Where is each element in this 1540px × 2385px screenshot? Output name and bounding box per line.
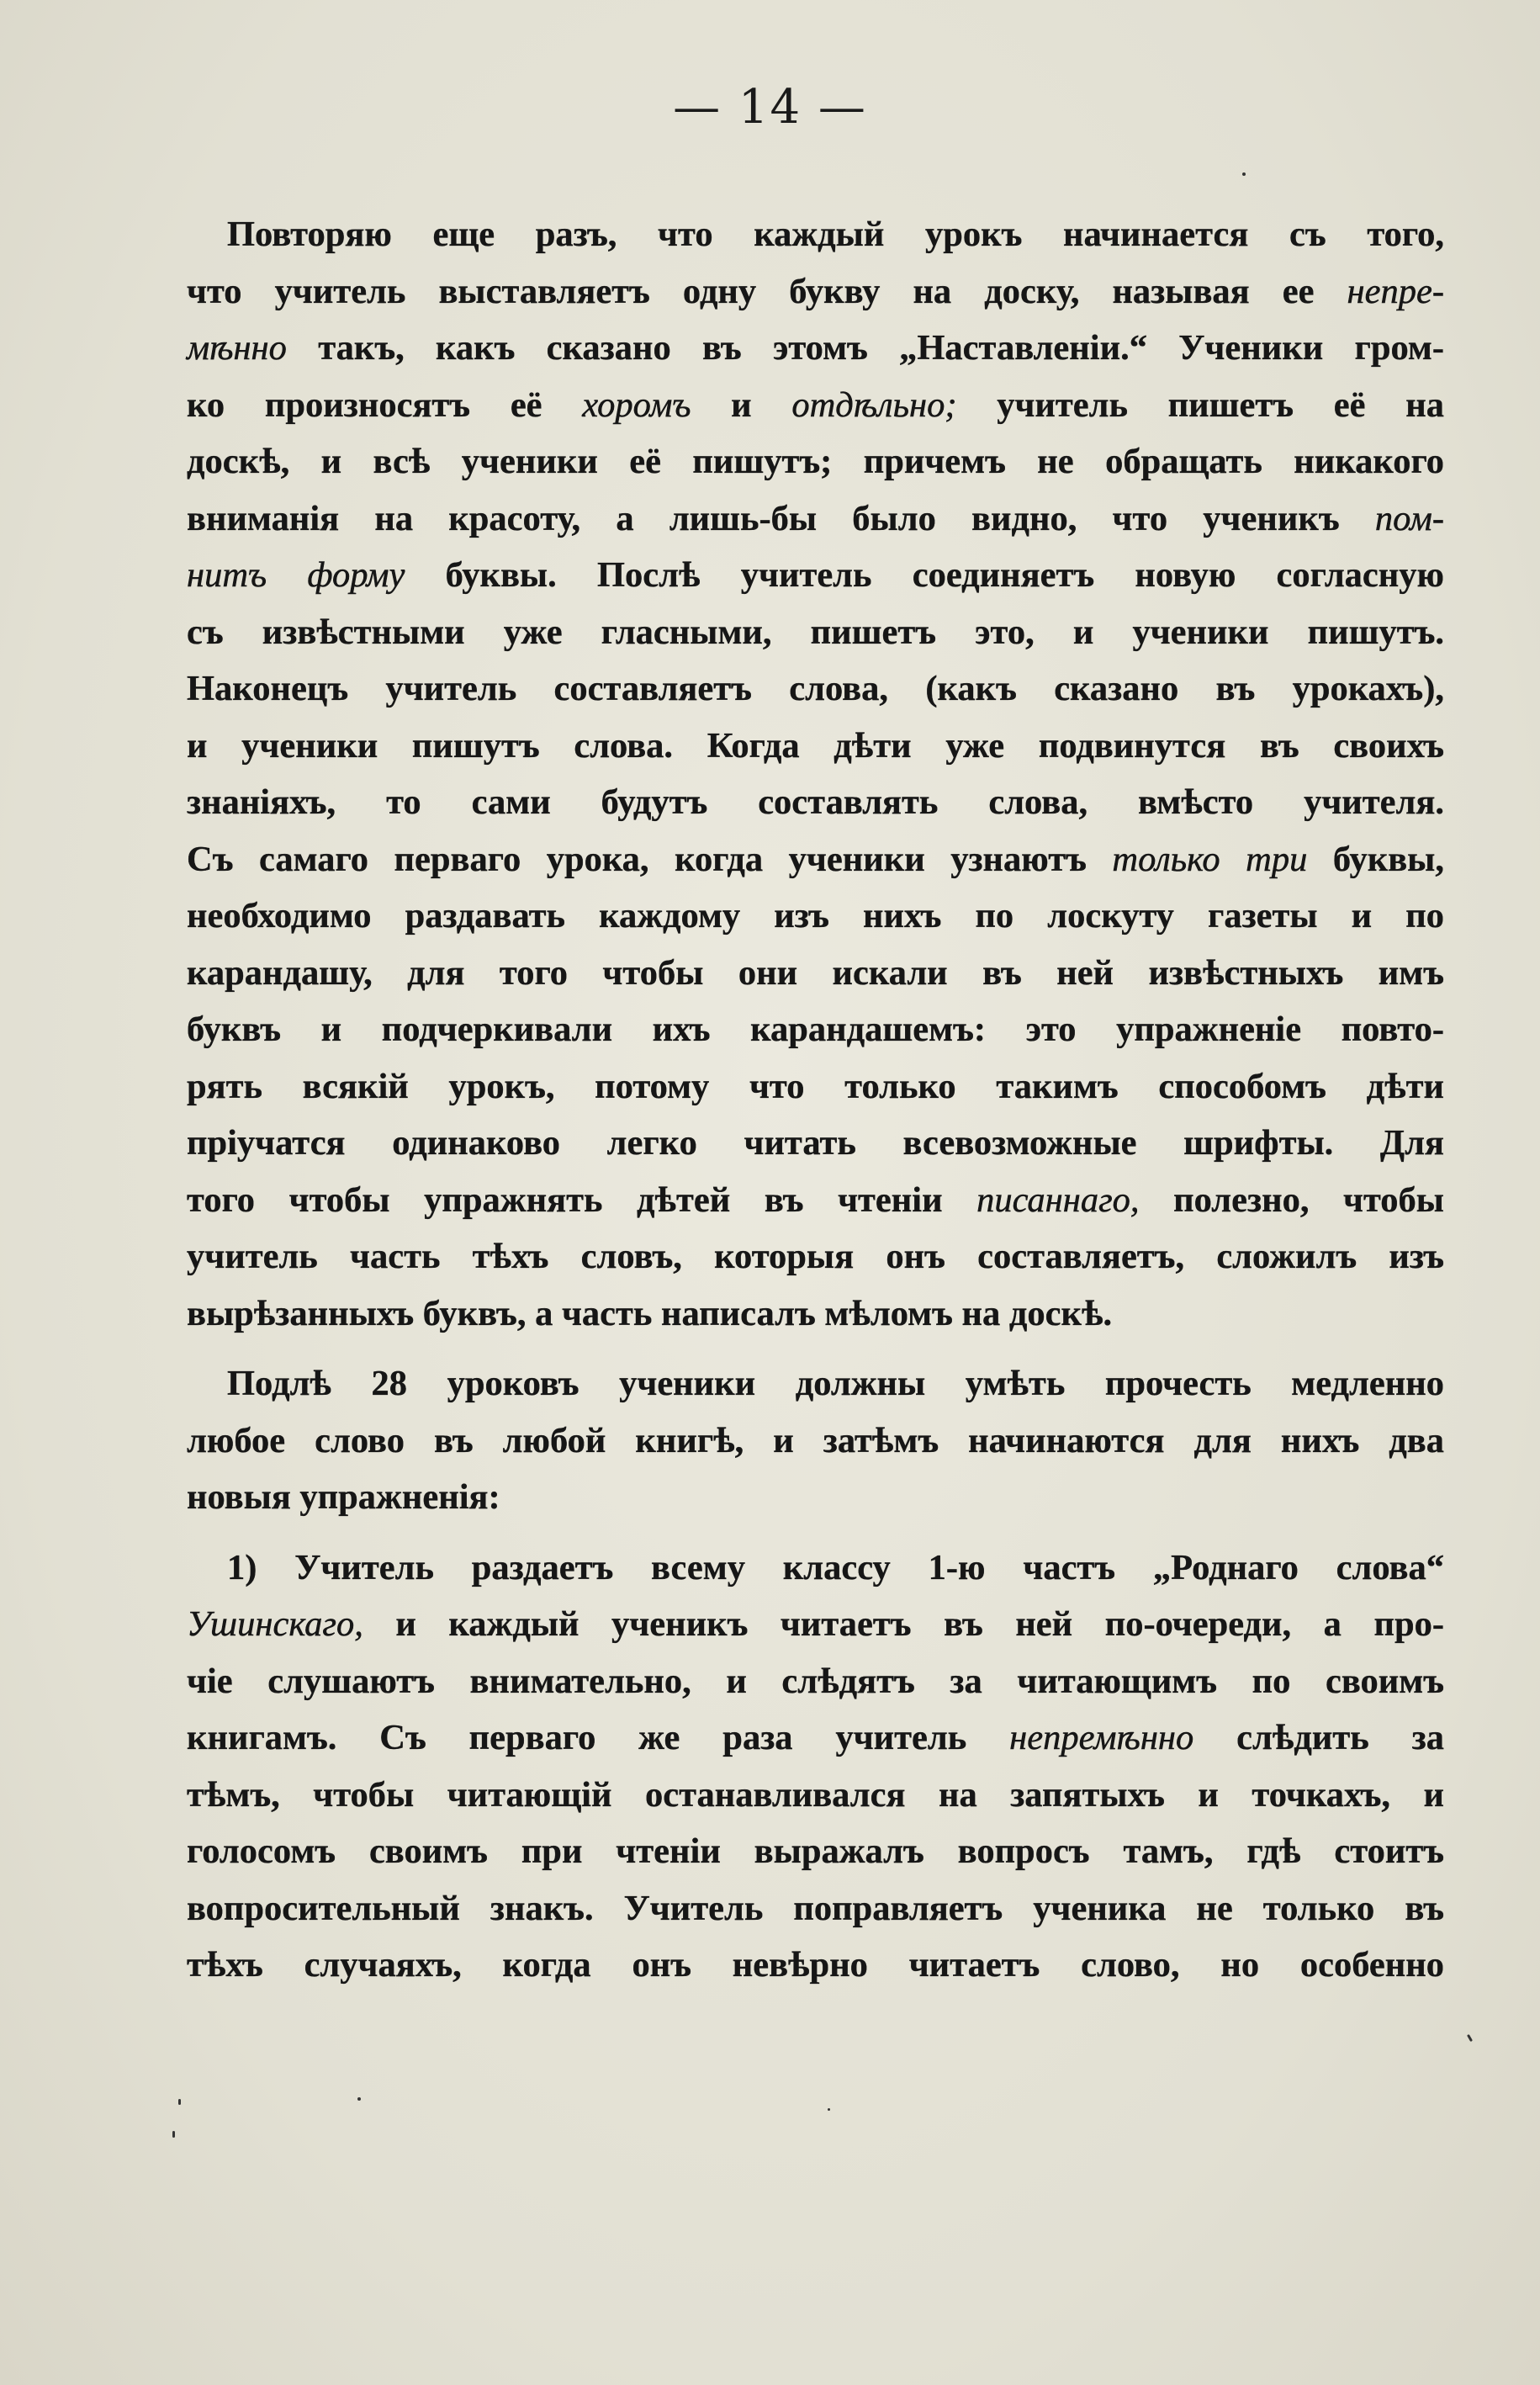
text-line xyxy=(187,1228,1444,1285)
text-line xyxy=(187,1285,1444,1343)
text-line xyxy=(187,774,1444,831)
text-run: учитель часть тѣхъ словъ, которыя онъ составляетъ, сложилъ изъ xyxy=(187,1237,1444,1276)
text-run: тѣмъ, чтобы читающій останавливался на запятыхъ и точкахъ, и xyxy=(187,1774,1444,1815)
italic-emphasis: хоромъ xyxy=(582,384,691,425)
text-run: вырѣзанныхъ буквъ, а часть написалъ мѣломъ на доскѣ. xyxy=(187,1293,1113,1333)
text-line xyxy=(187,320,1444,377)
text-run: полезно, чтобы xyxy=(1139,1179,1444,1220)
italic-emphasis: нитъ формy xyxy=(187,555,405,595)
text-run: Наконецъ учитель составляетъ слова, (какъ сказано въ урокахъ), xyxy=(187,669,1444,708)
text-run: рять всякій урокъ, потому что только такимъ способомъ дѣти xyxy=(187,1066,1444,1106)
text-line xyxy=(187,1115,1444,1172)
text-run: доскѣ, и всѣ ученики её пишутъ; причемъ не обращать никакого xyxy=(187,442,1444,481)
text-line xyxy=(187,433,1444,490)
text-run: и ученики пишутъ слова. Когда дѣти уже подвинутся въ своихъ xyxy=(187,725,1444,766)
text-run: и xyxy=(691,384,792,425)
text-line xyxy=(187,1540,1444,1597)
text-run: учитель пишетъ её на xyxy=(956,384,1444,425)
text-run: пріучатся одинаково легко читать всевозможные шрифты. Для xyxy=(187,1123,1444,1163)
ink-speck xyxy=(1242,172,1246,176)
text-line xyxy=(187,945,1444,1002)
italic-emphasis: непремѣнно xyxy=(1009,1718,1194,1757)
text-run: Съ самаго перваго урока, когда ученики узнаютъ xyxy=(187,839,1113,879)
text-line xyxy=(187,831,1444,888)
text-run: Повторяю еще разъ, что каждый урокъ начинается съ того, xyxy=(227,215,1444,254)
text-run: слѣдить за xyxy=(1193,1718,1444,1757)
page-number: — 14 — xyxy=(673,80,867,135)
text-line xyxy=(187,718,1444,775)
italic-emphasis: Ушинскаго, xyxy=(187,1604,363,1644)
text-line xyxy=(187,1653,1444,1710)
text-run: буквы. Послѣ учитель соединяетъ новую согласную xyxy=(405,555,1444,595)
text-line xyxy=(187,547,1444,604)
text-line xyxy=(187,1596,1444,1653)
ink-speck xyxy=(1467,2034,1473,2042)
text-line xyxy=(187,1001,1444,1058)
ink-speck xyxy=(178,2099,181,2105)
text-run: тѣхъ случаяхъ, когда онъ невѣрно читаетъ слово, но особенно xyxy=(187,1945,1444,1985)
italic-emphasis: только три xyxy=(1112,839,1308,879)
text-line xyxy=(187,377,1444,434)
italic-emphasis: отдѣльно; xyxy=(791,384,957,425)
italic-emphasis: пом- xyxy=(1374,498,1444,538)
text-run: любое слово въ любой книгѣ, и затѣмъ начинаются для нихъ два xyxy=(187,1420,1444,1460)
text-line xyxy=(187,490,1444,548)
text-run: чіе слушаютъ внимательно, и слѣдятъ за читающимъ по своимъ xyxy=(187,1661,1444,1701)
text-line xyxy=(187,1355,1444,1412)
text-line xyxy=(187,263,1444,321)
text-line xyxy=(187,206,1444,263)
text-run: голосомъ своимъ при чтеніи выражалъ вопросъ тамъ, гдѣ стоитъ xyxy=(187,1831,1444,1871)
ink-speck xyxy=(828,2108,830,2111)
text-run: такъ, какъ сказано въ этомъ „Наставленіи.“ Ученики гром- xyxy=(286,328,1444,368)
text-run: съ извѣстными уже гласными, пишетъ это, и ученики пишутъ. xyxy=(187,612,1444,652)
body-text xyxy=(187,206,1444,1994)
text-run: что учитель выставляетъ одну букву на доску, называя ее xyxy=(187,271,1347,311)
text-run: буквы, xyxy=(1307,839,1444,879)
ink-speck xyxy=(172,2131,175,2138)
text-run: необходимо раздавать каждому изъ нихъ по лоскуту газеты и по xyxy=(187,896,1444,935)
text-run: вопросительный знакъ. Учитель поправляетъ ученика не только въ xyxy=(187,1888,1444,1928)
text-line xyxy=(187,1823,1444,1880)
text-line xyxy=(187,1412,1444,1470)
text-line xyxy=(187,1709,1444,1767)
text-run: буквъ и подчеркивали ихъ карандашемъ: это упражненіе повто- xyxy=(187,1010,1444,1049)
text-run: Подлѣ 28 уроковъ ученики должны умѣть прочесть медленно xyxy=(227,1364,1444,1403)
text-line xyxy=(187,1469,1444,1526)
text-run: карандашу, для того чтобы они искали въ ней извѣстныхъ имъ xyxy=(187,952,1444,993)
text-run: того чтобы упражнять дѣтей въ чтеніи xyxy=(187,1179,977,1220)
italic-emphasis: мѣнно xyxy=(187,328,287,368)
italic-emphasis: писаннаго, xyxy=(976,1179,1140,1220)
text-run: знаніяхъ, то сами будутъ составлять слова, вмѣсто учителя. xyxy=(187,782,1444,822)
text-run: новыя упражненія: xyxy=(187,1477,500,1517)
text-run: и каждый ученикъ читаетъ въ ней по-очереди, а про- xyxy=(363,1604,1444,1644)
text-line xyxy=(187,660,1444,718)
text-line xyxy=(187,604,1444,661)
text-line xyxy=(187,1172,1444,1229)
text-run: ко произносятъ её xyxy=(187,384,583,425)
text-line xyxy=(187,888,1444,945)
ink-speck xyxy=(357,2097,361,2101)
text-line xyxy=(187,1767,1444,1824)
text-run: книгамъ. Съ перваго же раза учитель xyxy=(187,1718,1010,1757)
text-run: вниманія на красоту, а лишь-бы было видно, что ученикъ xyxy=(187,498,1375,538)
text-line xyxy=(187,1058,1444,1116)
italic-emphasis: непре- xyxy=(1347,271,1444,311)
text-line xyxy=(187,1937,1444,1994)
text-run: 1) Учитель раздаетъ всему классу 1-ю частъ „Роднаго слова“ xyxy=(227,1547,1444,1587)
text-line xyxy=(187,1880,1444,1937)
